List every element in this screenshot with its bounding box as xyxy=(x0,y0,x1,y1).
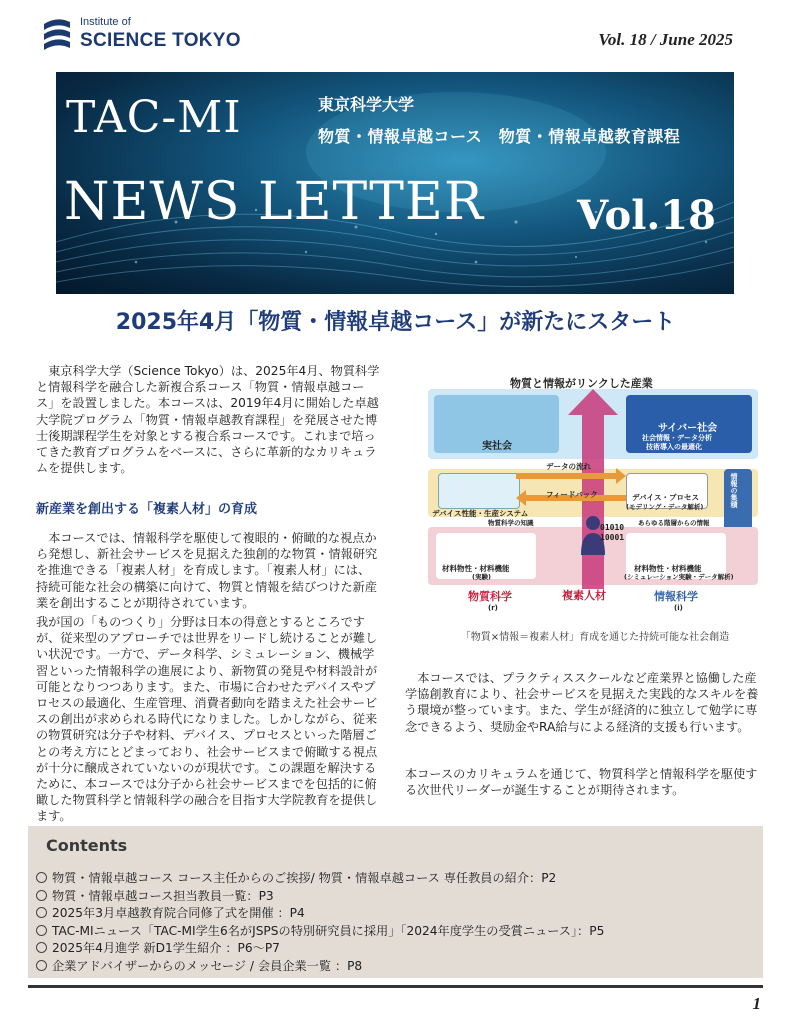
figure-real-society: 実社会 xyxy=(482,441,512,452)
banner-university: 東京科学大学 xyxy=(318,95,415,114)
logo-line2: SCIENCE TOKYO xyxy=(80,30,241,51)
page-number: 1 xyxy=(752,994,761,1013)
figure-binary1: 01010 xyxy=(600,523,625,532)
contents-item[interactable]: TAC-MIニュース「TAC-MI学生6名がJSPSの特別研究員に採用」「2024年度学生の受賞ニュース」：P5 xyxy=(36,923,604,941)
figure-materials-knowledge: 物質科学の知識 xyxy=(488,519,534,527)
figure-info-science: 情報科学 xyxy=(654,590,698,603)
right-paragraph-1: 本コースでは、プラクティススクールなど産業界と協働した産学協創教育により、社会サービスを見据えた実践的なスキルを養う環境が整っています。また、学生が経済的に独立して勉学に専念できるよう、奨励金やRA給与による経済的支援も行います。 xyxy=(405,671,759,734)
figure-device-process-sub: (モデリング・データ解析) xyxy=(626,503,704,511)
institution-logo xyxy=(40,14,250,56)
figure-complex-talent: 複素人材 xyxy=(562,589,606,602)
issue-label: Vol. 18 / June 2025 xyxy=(598,30,733,49)
course-concept-figure xyxy=(428,375,758,618)
page-headline: 2025年4月「物質・情報卓越コース」が新たにスタート xyxy=(115,310,676,335)
figure-caption: 「物質×情報＝複素人材」育成を通じた持続可能な社会創造 xyxy=(460,632,730,643)
contents-item[interactable]: 2025年4月進学 新D1学生紹介 ：P6～P7 xyxy=(36,940,604,958)
section-heading: 新産業を創出する「複素人材」の育成 xyxy=(36,502,258,517)
figure-materials-science: 物質科学 xyxy=(468,590,512,603)
circle-bullet-icon xyxy=(36,925,47,936)
contents-item[interactable]: 企業アドバイザーからのメッセージ / 会員企業一覧 ：P8 xyxy=(36,958,604,976)
intro-paragraph: 東京科学大学（Science Tokyo）は、2025年4月、物質科学と情報科学を融合した新複合系コース「物質・情報卓越コース」を設置しました。本コースは、2019年4月に開始した卓越大学院プログラム「物質・情報卓越教育課程」を発展させた博士後期課程学生を対象とする複合系コースです。これまで培ってきた教育プログラムをベースに、さらに革新的なカリキュラムを提供します。 xyxy=(36,364,380,476)
contents-box xyxy=(28,826,763,978)
figure-materials-symbol: (r) xyxy=(488,604,498,612)
figure-device-process: デバイス・プロセス xyxy=(632,493,699,502)
figure-material-right: 材料物性・材料機能 xyxy=(634,564,702,573)
figure-material-left: 材料物性・材料機能 xyxy=(442,564,510,573)
logo-mark-icon xyxy=(40,16,74,54)
figure-feedback: フィードバック xyxy=(546,490,598,499)
figure-binary2: 10001 xyxy=(600,533,625,542)
right-paragraph-2: 本コースのカリキュラムを通じて、物質科学と情報科学を駆使する次世代リーダーが誕生することが期待されます。 xyxy=(405,767,758,798)
figure-material-left-sub: (実験) xyxy=(472,573,491,581)
figure-cyber-society: サイバー社会 xyxy=(658,423,718,434)
circle-bullet-icon xyxy=(36,872,47,883)
contents-item[interactable]: 物質・情報卓越コース担当教員一覧：P3 xyxy=(36,888,604,906)
figure-title: 物質と情報がリンクした産業 xyxy=(510,377,653,390)
circle-bullet-icon xyxy=(36,942,47,953)
contents-title: Contents xyxy=(46,836,128,855)
figure-info-integration: 情報の集積 xyxy=(730,473,738,508)
footer-rule xyxy=(28,985,763,988)
figure-material-right-sub: (シミュレーション実験・データ解析) xyxy=(624,573,734,581)
figure-device-system: デバイス性能・生産システム xyxy=(432,509,529,518)
data-flow-arrows-icon xyxy=(516,467,626,507)
banner-title-tacmi: TAC-MI xyxy=(66,92,242,143)
contents-item[interactable]: 2025年3月卓越教育院合同修了式を開催 ：P4 xyxy=(36,905,604,923)
figure-cyber-sub2: 技術導入の最適化 xyxy=(646,443,702,451)
circle-bullet-icon xyxy=(36,890,47,901)
figure-data-flow: データの流れ xyxy=(546,462,591,471)
device-illustration xyxy=(438,473,520,509)
banner-title-newsletter: NEWS LETTER xyxy=(64,172,484,232)
contents-item[interactable]: 物質・情報卓越コース コース主任からのご挨拶/ 物質・情報卓越コース 専任教員の紹介：P2 xyxy=(36,870,604,888)
logo-line1: Institute of xyxy=(80,16,131,28)
contents-list xyxy=(36,870,604,975)
newsletter-banner xyxy=(56,72,734,294)
body-paragraph-1: 本コースでは、情報科学を駆使して複眼的・俯瞰的な視点から発想し、新社会サービスを見据えた独創的な物質・情報研究を推進できる「複素人材」を育成します。「複素人材」には、持続可能な社会の構築に向けて、物質と情報を結びつけた新産業を創出することが期待されています。 xyxy=(36,531,378,610)
banner-volume: Vol.18 xyxy=(577,192,716,239)
circle-bullet-icon xyxy=(36,960,47,971)
banner-course: 物質・情報卓越コース 物質・情報卓越教育課程 xyxy=(318,127,681,146)
figure-layers-info: あらゆる階層からの情報 xyxy=(638,519,710,527)
figure-cyber-sub1: 社会情報・データ分析 xyxy=(642,434,712,442)
figure-info-symbol: (i) xyxy=(674,604,683,612)
circle-bullet-icon xyxy=(36,907,47,918)
body-paragraph-2: 我が国の「ものつくり」分野は日本の得意とするところですが、従来型のアプローチでは世界をリードし続けることが難しい状況です。一方で、データ科学、シミュレーション、機械学習といった情報科学の進展により、新物質の発見や材料設計が可能となりつつあります。また、市場に合わせたデバイスやプロセスの最適化、生産管理、消費者動向を踏まえた社会サービスの創出が求められる時代になりました。しかしながら、従来の物質研究は分子や材料、デバイス、プロセスといった階層ごとの考え方にとどまっており、社会サービスまで俯瞰する視点が十分に醸成されていないのが現状です。この課題を解決するために、本コースでは分子から社会サービスまでを包括的に俯瞰した物質科学と情報科学の融合を目指す大学院教育を提供します。 xyxy=(36,615,378,824)
